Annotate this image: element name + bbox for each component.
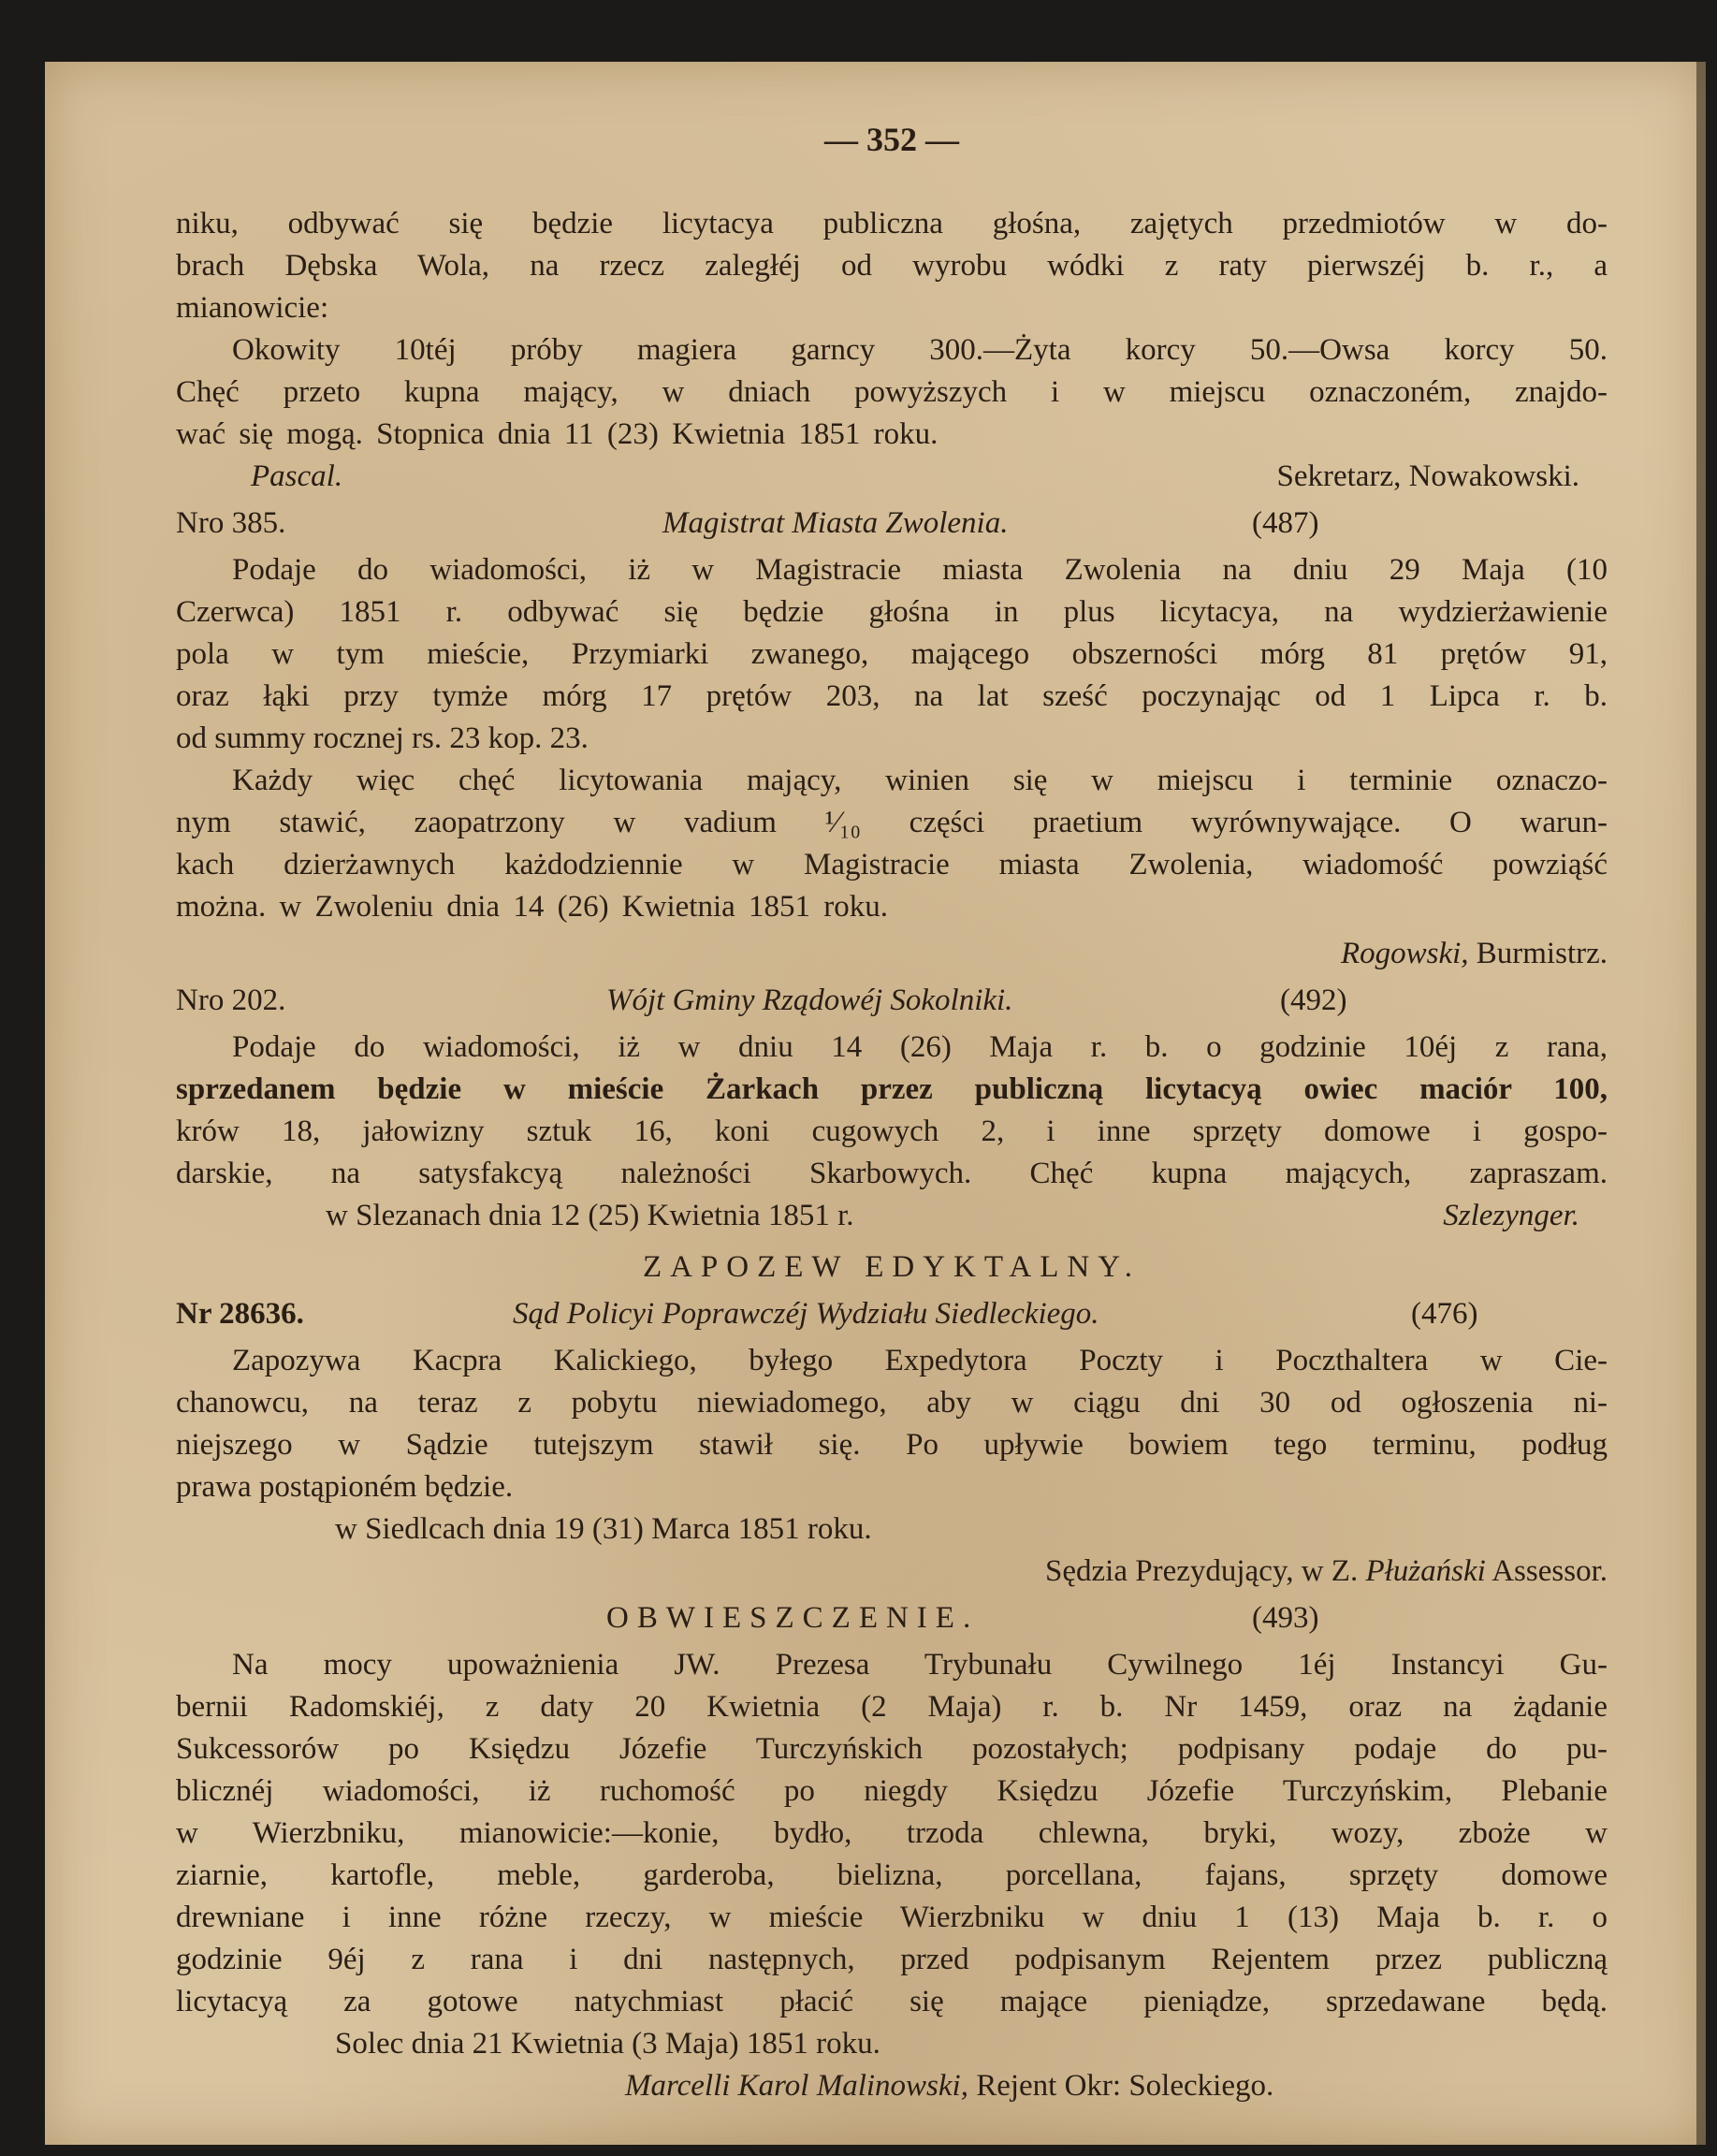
notice-issuer: Magistrat Miasta Zwolenia.: [662, 506, 1009, 540]
signature-line: [176, 1550, 1608, 1593]
notice-header: [176, 979, 1608, 1022]
signature-name: Płużański: [1365, 1554, 1486, 1588]
text-line: Sukcessorów po Księdzu Józefie Turczyńskich pozostałych; podpisany podaje do pu-: [176, 1732, 1608, 1766]
text-line: prawa postąpioném będzie.: [176, 1470, 514, 1504]
text-line: Zapozywa Kacpra Kalickiego, byłego Expedytora Poczty i Poczthaltera w Cie-: [232, 1344, 1608, 1377]
text-line: Podaje do wiadomości, iż w dniu 14 (26) Maja r. b. o godzinie 10éj z rana,: [232, 1030, 1608, 1064]
signature-line: [176, 2064, 1608, 2107]
text-line: można. w Zwoleniu dnia 14 (26) Kwietnia 1851 roku.: [176, 890, 889, 924]
text-line: niejszego w Sądzie tutejszym stawił się. Po upływie bowiem tego terminu, podług: [176, 1428, 1608, 1462]
text-line: nym stawić, zaopatrzony w vadium ¹⁄₁₀ części praetium wyrównywające. O warun-: [176, 806, 1608, 839]
notice-number: Nr 28636.: [176, 1297, 304, 1331]
signature-judge: [1045, 1550, 1608, 1593]
text-line: oraz łąki przy tymże mórg 17 prętów 203, na lat sześć poczynając od 1 Lipca r. b.: [176, 679, 1608, 713]
text-line: pola w tym mieście, Przymiarki zwanego, mającego obszerności mórg 81 prętów 91,: [176, 637, 1608, 671]
text-line: wać się mogą. Stopnica dnia 11 (23) Kwietnia 1851 roku.: [176, 417, 939, 451]
signature-title: Rejent Okr: Soleckiego.: [976, 2069, 1274, 2103]
signature-name: Pascal.: [251, 459, 343, 493]
page-edge: [1696, 62, 1706, 2145]
signature-name: Rogowski,: [1340, 937, 1469, 970]
text-line: mianowicie:: [176, 291, 329, 325]
signature-name: Marcelli Karol Malinowski,: [625, 2069, 968, 2103]
newspaper-page: [45, 62, 1706, 2145]
notice-ref: (492): [1280, 983, 1347, 1017]
text-line: chanowcu, na teraz z pobytu niewiadomego, aby w ciągu dni 30 od ogłoszenia ni-: [176, 1386, 1608, 1420]
signature-mayor: [1341, 932, 1608, 975]
text-line: w Wierzbniku, mianowicie:—konie, bydło, trzoda chlewna, bryki, wozy, zboże w: [176, 1816, 1608, 1850]
text-line: darskie, na satysfakcyą należności Skarbowych. Chęć kupna mających, zapraszam.: [176, 1157, 1608, 1190]
text-line: Okowity 10téj próby magiera garncy 300.—Żyta korcy 50.—Owsa korcy 50.: [232, 333, 1608, 367]
page-number: — 352 —: [824, 121, 959, 158]
section-heading: ZAPOZEW EDYKTALNY.: [642, 1250, 1142, 1284]
text-line: drewniane i inne różne rzeczy, w mieście Wierzbniku w dniu 1 (13) Maja b. r. o: [176, 1901, 1608, 1934]
text-line: niku, odbywać się będzie licytacya publiczna głośna, zajętych przedmiotów w do-: [176, 207, 1608, 240]
text-line: Podaje do wiadomości, iż w Magistracie miasta Zwolenia na dniu 29 Maja (10: [232, 553, 1608, 587]
notice-number: Nro 385.: [176, 506, 286, 540]
place-date: w Slezanach dnia 12 (25) Kwietnia 1851 r.: [326, 1199, 854, 1232]
text-line: Na mocy upoważnienia JW. Prezesa Trybunału Cywilnego 1éj Instancyi Gu-: [232, 1648, 1608, 1682]
notice-header: [176, 502, 1608, 545]
text-line: sprzedanem będzie w mieście Żarkach przez publiczną licytacyą owiec maciór 100,: [176, 1072, 1608, 1106]
section-heading: OBWIESZCZENIE.: [606, 1601, 980, 1635]
text-line: Każdy więc chęć licytowania mający, winien się w miejscu i terminie oznaczo-: [232, 764, 1608, 797]
signature-title: Sędzia Prezydujący, w Z.: [1045, 1554, 1359, 1588]
signature-secretary: Sekretarz, Nowakowski.: [1276, 459, 1579, 493]
text-line: od summy rocznej rs. 23 kop. 23.: [176, 721, 589, 755]
text-line: godzinie 9éj z rana i dni następnych, przed podpisanym Rejentem przez publiczną: [176, 1943, 1608, 1976]
text-line: Chęć przeto kupna mający, w dniach powyższych i w miejscu oznaczoném, znajdo-: [176, 375, 1608, 409]
place-date: w Siedlcach dnia 19 (31) Marca 1851 roku.: [335, 1512, 872, 1546]
signature-notary: [625, 2064, 1273, 2107]
notice-issuer: Wójt Gminy Rządowéj Sokolniki.: [606, 983, 1013, 1017]
signature-role: Assessor.: [1491, 1554, 1608, 1588]
notice-number: Nro 202.: [176, 983, 286, 1017]
text-line: brach Dębska Wola, na rzecz zaległéj od wyrobu wódki z raty pierwszéj b. r., a: [176, 249, 1608, 283]
text-line: krów 18, jałowizny sztuk 16, koni cugowych 2, i inne sprzęty domowe i gospo-: [176, 1114, 1608, 1148]
signature-name: Szlezynger.: [1443, 1199, 1579, 1232]
text-line: ziarnie, kartofle, meble, garderoba, bielizna, porcellana, fajans, sprzęty domowe: [176, 1858, 1608, 1892]
place-date: Solec dnia 21 Kwietnia (3 Maja) 1851 roku.: [335, 2027, 880, 2061]
text-line: blicznéj wiadomości, iż ruchomość po niegdy Księdzu Józefie Turczyńskim, Plebanie: [176, 1774, 1608, 1808]
signature-line: [176, 1194, 1608, 1237]
text-line: kach dzierżawnych każdodziennie w Magistracie miasta Zwolenia, wiadomość powziąść: [176, 848, 1608, 881]
notice-header: [176, 1596, 1608, 1639]
notice-ref: (493): [1252, 1601, 1319, 1635]
signature-line: [176, 455, 1608, 498]
text-line: licytacyą za gotowe natychmiast płacić się mające pieniądze, sprzedawane będą.: [176, 1985, 1608, 2018]
text-line: Czerwca) 1851 r. odbywać się będzie głośna in plus licytacya, na wydzierżawienie: [176, 595, 1608, 629]
signature-line: [176, 932, 1608, 975]
signature-title: Burmistrz.: [1476, 937, 1608, 970]
text-line: bernii Radomskiéj, z daty 20 Kwietnia (2 Maja) r. b. Nr 1459, oraz na żądanie: [176, 1690, 1608, 1724]
notice-header: [176, 1292, 1608, 1335]
notice-ref: (476): [1411, 1297, 1478, 1331]
notice-issuer: Sąd Policyi Poprawczéj Wydziału Siedleckiego.: [513, 1297, 1099, 1331]
notice-ref: (487): [1252, 506, 1319, 540]
